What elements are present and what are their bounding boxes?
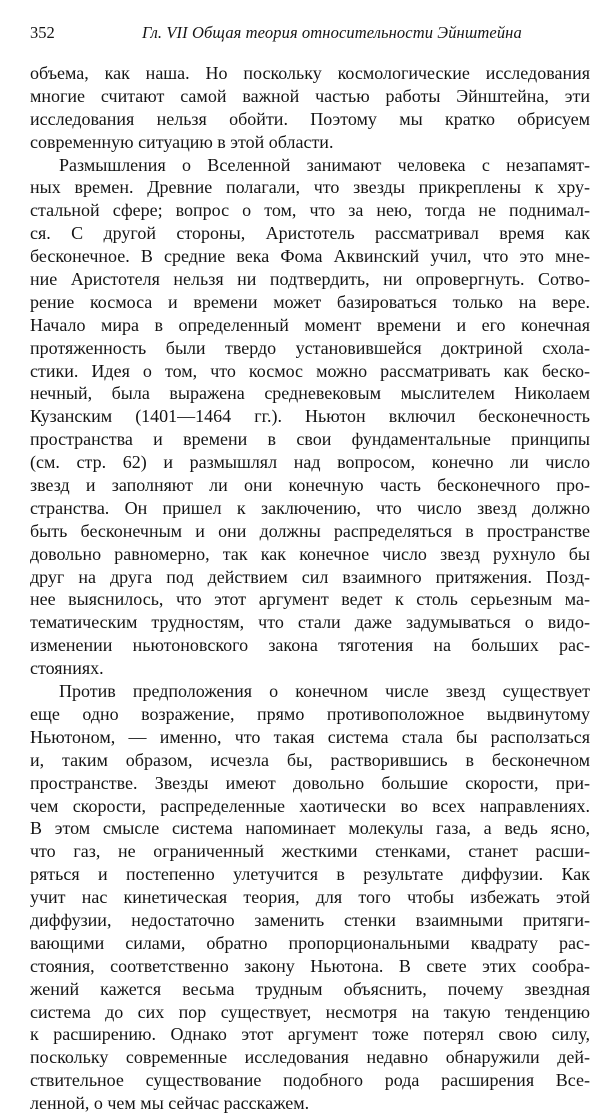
- text-line: еще одно возражение, прямо противоположное выдвинутому: [30, 703, 590, 724]
- text-line: Начало мира в определенный момент времени и его конечная: [30, 314, 590, 335]
- paragraph-2: [30, 154, 590, 680]
- text-line: стальной сфере; вопрос о том, что за нею, тогда не поднимал-: [30, 200, 590, 221]
- text-line: друг на друга под действием сил взаимного притяжения. Позд-: [30, 566, 590, 587]
- text-line: звезд и заполняют ли они конечную часть бесконечного про-: [30, 475, 590, 496]
- text-line: стояния, соответственно закону Ньютона. В свете этих сообра-: [30, 955, 590, 976]
- text-line: жений кажется весьма трудным объяснить, почему звездная: [30, 978, 590, 999]
- text-line: изменении ньютоновского закона тяготения на больших рас-: [30, 635, 590, 656]
- text-line: и, таким образом, исчезла бы, растворившись в бесконечном: [30, 749, 590, 770]
- page-number: 352: [30, 23, 55, 42]
- text-line: ленной, о чем мы сейчас расскажем.: [30, 1093, 310, 1114]
- text-line: система до сих пор существует, несмотря на такую тенденцию: [30, 1001, 590, 1022]
- text-line: вающими силами, обратно пропорциональными квадрату рас-: [30, 932, 590, 953]
- text-line: ние Аристотеля нельзя ни подтвердить, ни опровергнуть. Сотво-: [30, 269, 590, 290]
- text-line: что газ, не ограниченный жесткими стенками, станет расши-: [30, 841, 590, 862]
- text-line: современную ситуацию в этой области.: [30, 131, 334, 152]
- text-line: (см. стр. 62) и размышлял над вопросом, конечно ли число: [30, 452, 590, 473]
- text-line: рение космоса и времени может базироваться только на вере.: [30, 291, 590, 312]
- text-line: ных времен. Древние полагали, что звезды прикреплены к хру-: [30, 177, 590, 198]
- text-line: учит нас кинетическая теория, для того чтобы избежать этой: [30, 887, 590, 908]
- text-line: довольно равномерно, так как конечное число звезд рухнуло бы: [30, 543, 590, 564]
- text-line: тематическим трудностям, что стали даже задумываться о видо-: [30, 612, 590, 633]
- text-line: бесконечное. В средние века Фома Аквинский учил, что это мне-: [30, 246, 590, 267]
- text-line: Ньютоном, — именно, что такая система стала бы расползаться: [30, 726, 590, 747]
- text-line: стики. Идея о том, что космос можно рассматривать как беско-: [30, 360, 590, 381]
- text-line: поскольку современные исследования недавно обнаружили дей-: [30, 1047, 590, 1068]
- running-head: [30, 21, 590, 45]
- text-line: исследования нельзя обойти. Поэтому мы кратко обрисуем: [30, 108, 590, 129]
- paragraph-3: [30, 680, 590, 1115]
- text-line: Кузанским (1401—1464 гг.). Ньютон включил бесконечность: [30, 406, 590, 427]
- text-line: быть бесконечным и они должны распределяться в пространстве: [30, 520, 590, 541]
- text-line: многие считают самой важной частью работы Эйнштейна, эти: [30, 85, 590, 106]
- text-line: нее выяснилось, что этот аргумент ведет к столь серьезным ма-: [30, 589, 590, 610]
- text-line: ствительное существование подобного рода расширения Все-: [30, 1070, 590, 1091]
- chapter-title: Гл. VII Общая теория относительности Эйнштейна: [142, 23, 522, 42]
- paragraph-1: [30, 62, 590, 154]
- text-line: Размышления о Вселенной занимают человека с незапамят-: [59, 154, 590, 175]
- text-line: пространства и времени в свои фундаментальные принципы: [30, 429, 590, 450]
- body-text: [30, 62, 590, 1115]
- text-line: Против предположения о конечном числе звезд существует: [59, 681, 590, 702]
- text-line: объема, как наша. Но поскольку космологические исследования: [30, 63, 590, 83]
- text-line: странства. Он пришел к заключению, что число звезд должно: [30, 497, 590, 518]
- text-line: ряться и постепенно улетучится в результате диффузии. Как: [30, 864, 590, 885]
- text-line: пространстве. Звезды имеют довольно большие скорости, при-: [30, 772, 590, 793]
- text-line: стояниях.: [30, 658, 104, 679]
- text-line: чем скорости, распределенные хаотически во всех направлениях.: [30, 795, 590, 816]
- text-line: нечный, была выражена средневековым мыслителем Николаем: [30, 383, 590, 404]
- text-line: протяженность были твердо установившейся доктриной схола-: [30, 337, 590, 358]
- text-line: В этом смысле система напоминает молекулы газа, а ведь ясно,: [30, 818, 590, 839]
- text-line: ся. С другой стороны, Аристотель рассматривал время как: [30, 223, 590, 244]
- text-line: диффузии, недостаточно заменить стенки взаимными притяги-: [30, 909, 590, 930]
- text-line: к расширению. Однако этот аргумент тоже потерял свою силу,: [30, 1024, 590, 1045]
